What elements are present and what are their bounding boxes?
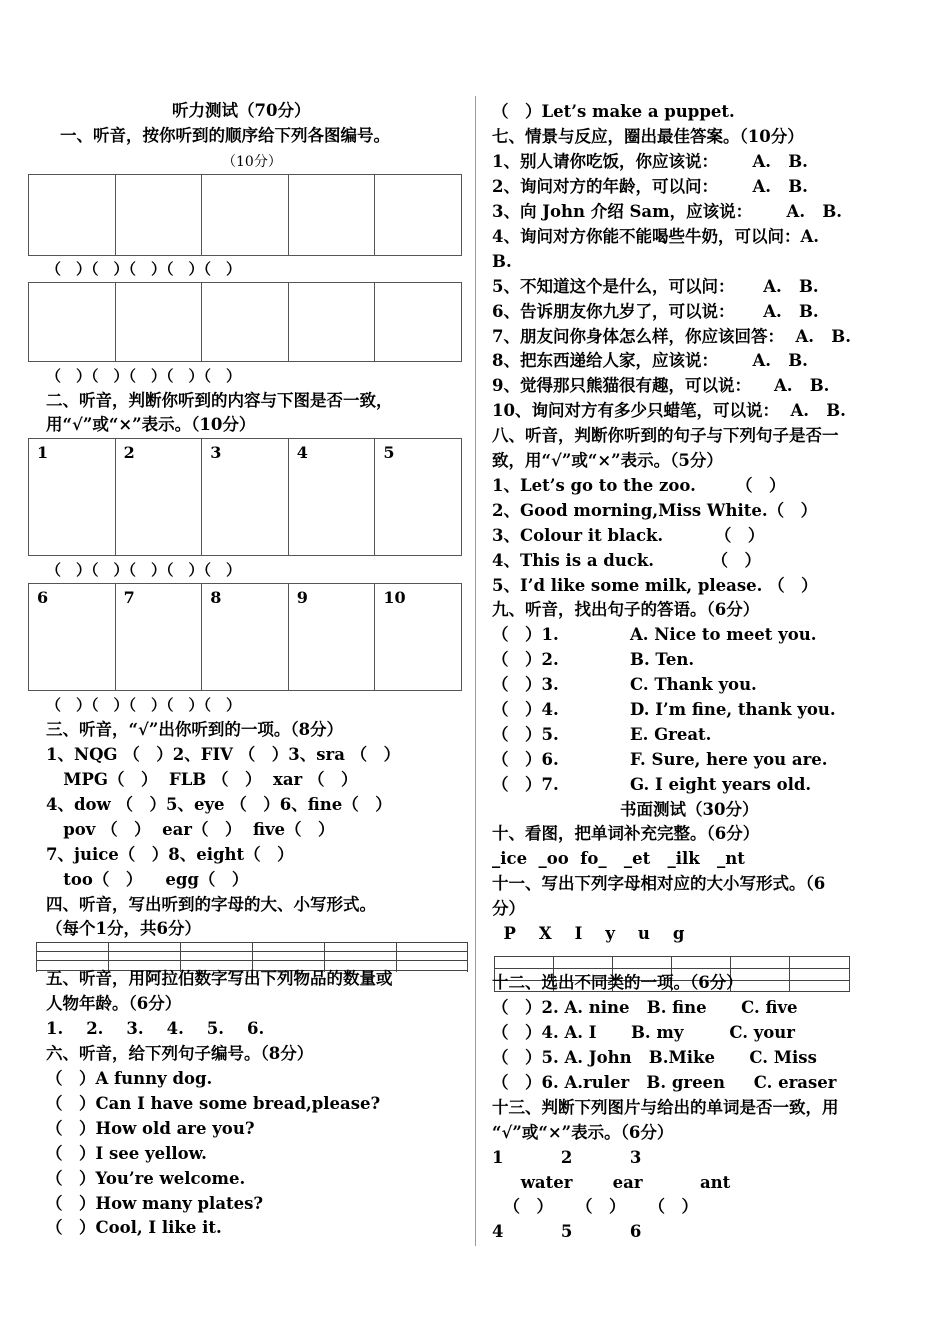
listening-test-title: 听力测试（70分） — [172, 101, 311, 120]
section-3-heading: 三、听音，“√”出你听到的一项。（8分） — [46, 720, 344, 739]
picture-box: 4 — [288, 439, 375, 556]
section-7-item: 9、觉得那只熊猫很有趣，可以说： A. B. — [492, 376, 830, 395]
section-1-picture-row-2 — [28, 282, 462, 362]
section-12-item: （ ）5. A. John B.Mike C. Miss — [492, 1048, 817, 1067]
section-9-answer: F. Sure, here you are. — [630, 750, 828, 769]
section-5-heading-line-2: 人物年龄。（6分） — [46, 994, 182, 1013]
section-1-answer-row-2: （ ）（ ）（ ）（ ）（ ） — [46, 367, 242, 385]
section-6-item: （ ）Cool, I like it. — [46, 1218, 222, 1237]
section-8-item: 4、This is a duck. （ ） — [492, 551, 761, 570]
section-7-item: 5、不知道这个是什么，可以问： A. B. — [492, 277, 819, 296]
section-9-answer: A. Nice to meet you. — [630, 625, 817, 644]
section-8-heading-line-1: 八、听音，判断你听到的句子与下列句子是否一 — [492, 426, 839, 445]
picture-box — [115, 283, 202, 362]
picture-box — [375, 283, 462, 362]
picture-box — [115, 175, 202, 256]
section-9-question: （ ）1. — [492, 625, 559, 644]
section-2-answer-row-2: （ ）（ ）（ ）（ ）（ ） — [46, 696, 242, 714]
written-test-title: 书面测试（30分） — [620, 800, 759, 819]
picture-box: 6 — [29, 584, 116, 691]
section-7-item: 2、询问对方的年龄，可以问： A. B. — [492, 177, 808, 196]
section-2-heading-line-1: 二、听音，判断你听到的内容与下图是否一致， — [46, 391, 393, 410]
picture-box: 7 — [115, 584, 202, 691]
section-5-numbers: 1. 2. 3. 4. 5. 6. — [46, 1019, 265, 1038]
picture-box: 3 — [202, 439, 289, 556]
section-3-line: 1、NQG （ ）2、FIV （ ）3、sra （ ） — [46, 745, 401, 764]
section-11-heading-line-2: 分） — [492, 899, 525, 918]
section-9-question: （ ）3. — [492, 675, 559, 694]
column-divider — [475, 96, 476, 1246]
section-13-words: water ear ant — [492, 1173, 731, 1192]
picture-box: 5 — [375, 439, 462, 556]
section-2-picture-row-1 — [28, 438, 462, 556]
section-12-item: （ ）6. A.ruler B. green C. eraser — [492, 1073, 837, 1092]
section-12-item: （ ）4. A. I B. my C. your — [492, 1023, 795, 1042]
section-9-question: （ ）2. — [492, 650, 559, 669]
section-8-item: 3、Colour it black. （ ） — [492, 526, 765, 545]
section-9-heading: 九、听音，找出句子的答语。（6分） — [492, 600, 760, 619]
section-13-heading-line-1: 十三、判断下列图片与给出的单词是否一致，用 — [492, 1098, 839, 1117]
section-7-item: 8、把东西递给人家，应该说： A. B. — [492, 351, 808, 370]
section-10-words: _ice _oo fo_ _et _ilk _nt — [492, 849, 745, 868]
section-9-answer: D. I’m fine, thank you. — [630, 700, 836, 719]
section-10-heading: 十、看图，把单词补充完整。（6分） — [492, 824, 760, 843]
picture-box — [288, 283, 375, 362]
section-3-line: pov （ ） ear（ ） five（ ） — [46, 820, 335, 839]
section-2-heading-line-2: 用“√”或“×”表示。（10分） — [46, 415, 256, 434]
section-7-item: 1、别人请你吃饭，你应该说： A. B. — [492, 152, 808, 171]
section-13-heading-line-2: “√”或“×”表示。（6分） — [492, 1123, 674, 1142]
picture-box — [288, 175, 375, 256]
picture-box: 8 — [202, 584, 289, 691]
section-9-answer: C. Thank you. — [630, 675, 757, 694]
section-8-item: 5、I’d like some milk, please. （ ） — [492, 576, 818, 595]
section-9-question: （ ）4. — [492, 700, 559, 719]
section-4-heading-line-1: 四、听音，写出听到的字母的大、小写形式。 — [46, 895, 376, 914]
section-7-heading: 七、情景与反应，圈出最佳答案。（10分） — [492, 127, 804, 146]
section-2-answer-row-1: （ ）（ ）（ ）（ ）（ ） — [46, 561, 242, 579]
section-9-answer: B. Ten. — [630, 650, 695, 669]
section-9-question: （ ）5. — [492, 725, 559, 744]
picture-box: 9 — [288, 584, 375, 691]
section-3-line: too（ ） egg（ ） — [46, 870, 249, 889]
section-9-answer: E. Great. — [630, 725, 712, 744]
section-1-heading: 一、听音，按你听到的顺序给下列各图编号。 — [60, 126, 390, 145]
section-11-heading-line-1: 十一、写出下列字母相对应的大小写形式。（6 — [492, 874, 826, 893]
section-4-heading-line-2: （每个1分，共6分） — [46, 919, 201, 938]
section-7-item: 6、告诉朋友你九岁了，可以说： A. B. — [492, 302, 819, 321]
picture-box — [29, 283, 116, 362]
section-9-question: （ ）6. — [492, 750, 559, 769]
section-1-score: （10分） — [222, 154, 282, 170]
picture-box — [375, 175, 462, 256]
section-13-numbers-row-2: 4 5 6 — [492, 1222, 642, 1241]
section-1-picture-row-1 — [28, 174, 462, 256]
section-6-item: （ ）How old are you? — [46, 1119, 255, 1138]
picture-box: 2 — [115, 439, 202, 556]
section-6-heading: 六、听音，给下列句子编号。（8分） — [46, 1044, 314, 1063]
section-6-item: （ ）Can I have some bread,please? — [46, 1094, 381, 1113]
section-7-item: B. — [492, 252, 512, 271]
section-3-line: MPG（ ） FLB （ ） xar （ ） — [46, 770, 358, 789]
section-7-item: 10、询问对方有多少只蜡笔，可以说： A. B. — [492, 401, 846, 420]
section-6-item: （ ）I see yellow. — [46, 1144, 207, 1163]
section-1-answer-row-1: （ ）（ ）（ ）（ ）（ ） — [46, 260, 242, 278]
section-8-item: 2、Good morning,Miss White.（ ） — [492, 501, 818, 520]
picture-box — [202, 283, 289, 362]
section-8-item: 1、Let’s go to the zoo. （ ） — [492, 476, 786, 495]
section-13-numbers-row-1: 1 2 3 — [492, 1148, 642, 1167]
section-6-item: （ ）A funny dog. — [46, 1069, 213, 1088]
section-6-item: （ ）How many plates? — [46, 1194, 264, 1213]
picture-box: 10 — [375, 584, 462, 691]
section-3-line: 4、dow （ ）5、eye （ ）6、fine（ ） — [46, 795, 392, 814]
section-6-item: （ ）You’re welcome. — [46, 1169, 246, 1188]
section-12-heading: 十二、选出不同类的一项。（6分） — [492, 973, 743, 992]
section-7-item: 4、询问对方你能不能喝些牛奶，可以问：A. — [492, 227, 820, 246]
section-9-question: （ ）7. — [492, 775, 559, 794]
section-7-item: 3、向 John 介绍 Sam，应该说： A. B. — [492, 202, 843, 221]
section-13-answers: （ ） （ ） （ ） — [492, 1197, 698, 1216]
section-9-answer: G. I eight years old. — [630, 775, 812, 794]
picture-box — [29, 175, 116, 256]
section-7-item: 7、朋友问你身体怎么样，你应该回答： A. B. — [492, 327, 851, 346]
section-3-line: 7、juice（ ）8、eight（ ） — [46, 845, 294, 864]
section-11-letters: P X I y u g — [492, 924, 685, 943]
picture-box — [202, 175, 289, 256]
section-8-heading-line-2: 致，用“√”或“×”表示。（5分） — [492, 451, 723, 470]
section-6-last-item: （ ）Let’s make a puppet. — [492, 102, 735, 121]
section-12-item: （ ）2. A. nine B. fine C. five — [492, 998, 798, 1017]
section-2-picture-row-2 — [28, 583, 462, 691]
section-5-heading-line-1: 五、听音，用阿拉伯数字写出下列物品的数量或 — [46, 969, 393, 988]
picture-box: 1 — [29, 439, 116, 556]
